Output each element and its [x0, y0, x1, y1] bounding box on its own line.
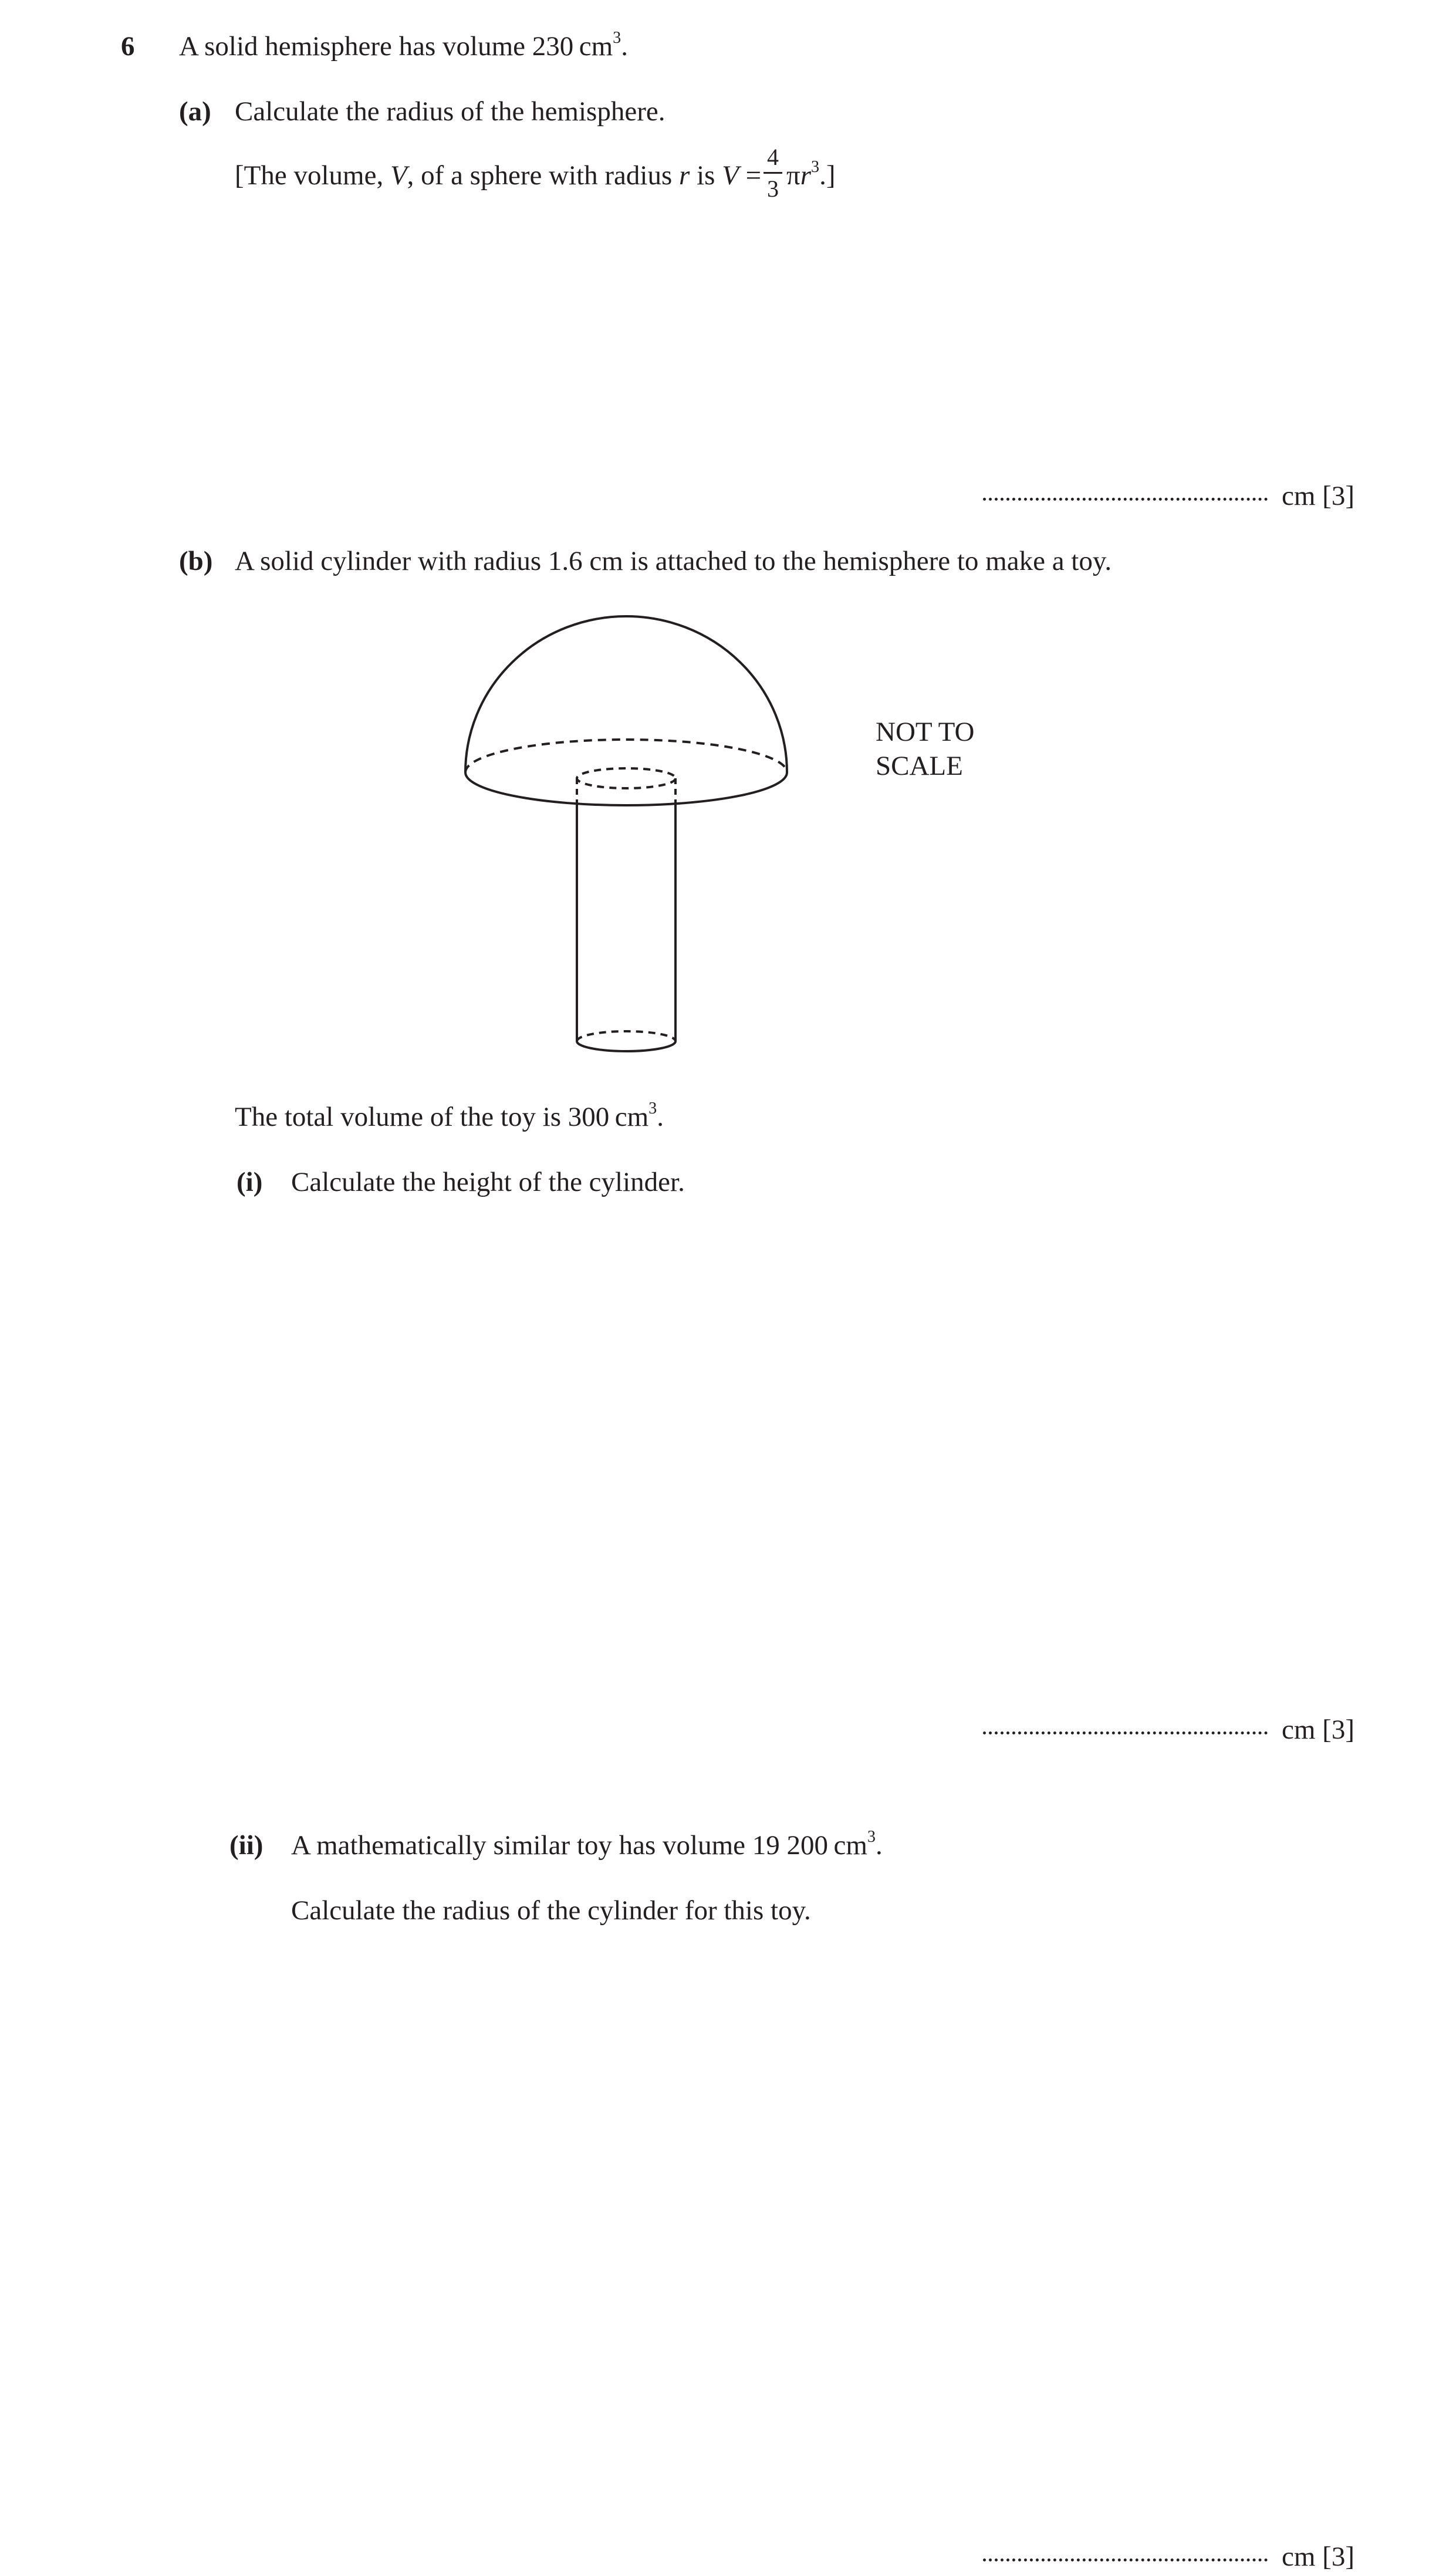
total-exponent: 3 — [648, 1099, 657, 1118]
part-b-ii-text — [291, 1827, 883, 1861]
fraction-numerator: 4 — [767, 144, 779, 170]
intro-period: . — [621, 31, 628, 62]
ii-text: A mathematically similar toy has volume 19 200 — [291, 1830, 829, 1861]
formula-exponent: 3 — [811, 157, 820, 176]
hint-text-3: is — [690, 160, 722, 191]
hint-var-v: V — [390, 160, 407, 191]
part-b-text: A solid cylinder with radius 1.6 cm is attached to the hemisphere to make a toy. — [235, 546, 1112, 576]
formula-pi: π — [786, 160, 800, 191]
cylinder-bottom-front — [577, 1041, 675, 1051]
hint-close: .] — [819, 160, 836, 191]
part-b-ii-label: (ii) — [229, 1830, 264, 1861]
answer-b-ii-marks: [3] — [1322, 2541, 1354, 2572]
answer-b-i-unit: cm — [1282, 1714, 1316, 1745]
hint-var-r: r — [679, 160, 690, 191]
part-b-i-label: (i) — [237, 1167, 263, 1197]
answer-line-b-ii[interactable] — [983, 2559, 1268, 2561]
cylinder-bottom-back — [577, 1031, 675, 1041]
diagram-note-line1: NOT TO — [876, 717, 975, 747]
answer-b-i-marks: [3] — [1322, 1714, 1354, 1745]
part-a-text: Calculate the radius of the hemisphere. — [235, 96, 665, 127]
answer-b-ii-unit: cm — [1282, 2541, 1316, 2572]
part-b-i-text: Calculate the height of the cylinder. — [291, 1167, 685, 1197]
diagram-note-line2: SCALE — [876, 751, 963, 781]
part-b-label: (b) — [179, 546, 213, 576]
total-period: . — [657, 1102, 664, 1132]
answer-a-unit: cm — [1282, 481, 1316, 511]
total-volume-text — [235, 1099, 664, 1132]
fraction-denominator: 3 — [767, 175, 779, 202]
answer-line-b-i[interactable] — [983, 1731, 1268, 1734]
hemisphere-base-back — [465, 740, 787, 772]
question-number: 6 — [121, 31, 135, 62]
part-a-label: (a) — [179, 96, 211, 127]
intro-text: A solid hemisphere has volume 230 — [179, 31, 574, 62]
ii-period: . — [875, 1830, 883, 1861]
answer-a-marks: [3] — [1322, 481, 1354, 511]
formula-equals: = — [738, 160, 762, 191]
ii-unit: cm — [833, 1830, 867, 1861]
formula-v: V — [722, 160, 739, 191]
intro-unit: cm — [579, 31, 613, 62]
intro-exponent: 3 — [613, 28, 621, 47]
ii-exponent: 3 — [867, 1827, 876, 1846]
total-unit: cm — [614, 1102, 649, 1132]
part-b-ii-text2: Calculate the radius of the cylinder for this toy. — [291, 1895, 811, 1926]
hint-text-1: [The volume, — [235, 160, 390, 191]
cylinder-top-ellipse — [577, 768, 675, 788]
answer-b-ii-unit-marks — [1282, 2543, 1354, 2571]
total-text: The total volume of the toy is 300 — [235, 1102, 610, 1132]
hint-text-2: , of a sphere with radius — [407, 160, 680, 191]
answer-b-i-unit-marks — [1282, 1716, 1354, 1744]
formula-r: r — [800, 160, 812, 191]
